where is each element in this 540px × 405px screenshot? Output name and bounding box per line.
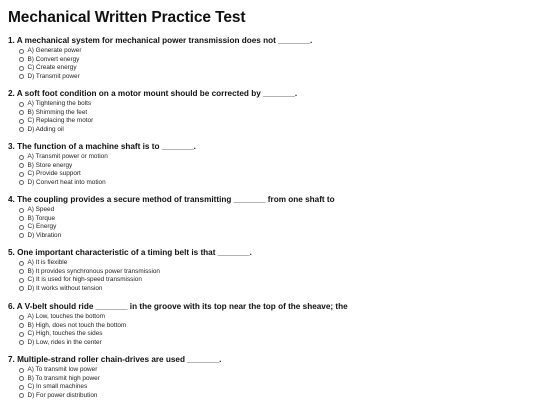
radio-button[interactable] — [19, 269, 24, 274]
answer-option[interactable] — [8, 276, 534, 285]
answer-option-label: B) Shimming the feet — [27, 108, 88, 116]
answer-option[interactable] — [8, 215, 534, 224]
answer-option-label: C) Create energy — [27, 64, 77, 71]
answer-option-label: A) To transmit low power — [27, 366, 98, 373]
answer-option[interactable] — [8, 162, 534, 171]
radio-button[interactable] — [19, 368, 24, 373]
answer-option-label: C) Provide support — [27, 170, 81, 177]
answer-options — [8, 100, 534, 134]
radio-button[interactable] — [19, 163, 24, 168]
radio-button[interactable] — [19, 323, 24, 328]
answer-option-label: B) It provides synchronous power transmission — [27, 267, 160, 275]
answer-option-label: B) Torque — [27, 214, 56, 222]
radio-button[interactable] — [19, 110, 24, 115]
answer-options — [8, 313, 534, 347]
answer-option-label: A) Tightening the bolts — [27, 100, 92, 107]
question-7 — [8, 355, 534, 399]
answer-option-label: D) Low, rides in the center — [27, 338, 102, 346]
answer-option-label: A) Low, touches the bottom — [27, 313, 105, 320]
answer-option-label: B) Store energy — [27, 161, 73, 169]
page-title: Mechanical Written Practice Test — [8, 9, 246, 26]
answer-option[interactable] — [8, 232, 534, 241]
answer-option-label: B) High, does not touch the bottom — [27, 321, 127, 329]
answer-option[interactable] — [8, 56, 534, 65]
answer-option-label: D) It works without tension — [27, 284, 103, 292]
answer-option-label: A) It is flexible — [27, 259, 68, 266]
answer-option-label: A) Speed — [27, 206, 55, 213]
answer-option[interactable] — [8, 392, 534, 401]
answer-options — [8, 366, 534, 400]
radio-button[interactable] — [19, 66, 24, 71]
question-4 — [8, 195, 534, 239]
question-text: 1. A mechanical system for mechanical power transmission does not _______. — [8, 36, 313, 45]
answer-option-label: C) In small machines — [27, 383, 88, 390]
question-text: 5. One important characteristic of a timing belt is that _______. — [8, 248, 252, 257]
radio-button[interactable] — [19, 127, 24, 132]
radio-button[interactable] — [19, 376, 24, 381]
radio-button[interactable] — [19, 216, 24, 221]
answer-option[interactable] — [8, 73, 534, 82]
radio-button[interactable] — [19, 57, 24, 62]
answer-option-label: A) Transmit power or motion — [27, 153, 108, 160]
radio-button[interactable] — [19, 208, 24, 213]
answer-option-label: C) Replacing the motor — [27, 117, 94, 124]
answer-option-label: D) Adding oil — [27, 125, 64, 133]
answer-option[interactable] — [8, 100, 534, 109]
question-text: 4. The coupling provides a secure method of transmitting _______ from one shaft to — [8, 195, 335, 204]
radio-button[interactable] — [19, 119, 24, 124]
answer-option[interactable] — [8, 153, 534, 162]
answer-option[interactable] — [8, 170, 534, 179]
answer-option[interactable] — [8, 259, 534, 268]
radio-button[interactable] — [19, 74, 24, 79]
question-text: 7. Multiple-strand roller chain-drives are used _______. — [8, 355, 222, 364]
answer-option[interactable] — [8, 330, 534, 339]
answer-option-label: D) Vibration — [27, 231, 62, 239]
radio-button[interactable] — [19, 278, 24, 283]
answer-options — [8, 206, 534, 240]
radio-button[interactable] — [19, 261, 24, 266]
answer-option-label: D) Transmit power — [27, 72, 80, 80]
answer-options — [8, 259, 534, 293]
answer-option[interactable] — [8, 375, 534, 384]
radio-button[interactable] — [19, 155, 24, 160]
answer-option[interactable] — [8, 366, 534, 375]
answer-option[interactable] — [8, 268, 534, 277]
answer-option[interactable] — [8, 117, 534, 126]
radio-button[interactable] — [19, 102, 24, 107]
answer-option[interactable] — [8, 206, 534, 215]
answer-option[interactable] — [8, 383, 534, 392]
answer-option[interactable] — [8, 223, 534, 232]
answer-option[interactable] — [8, 64, 534, 73]
radio-button[interactable] — [19, 332, 24, 337]
answer-option-label: C) Energy — [27, 223, 57, 230]
radio-button[interactable] — [19, 225, 24, 230]
radio-button[interactable] — [19, 172, 24, 177]
answer-option[interactable] — [8, 339, 534, 348]
radio-button[interactable] — [19, 340, 24, 345]
answer-option[interactable] — [8, 313, 534, 322]
radio-button[interactable] — [19, 286, 24, 291]
answer-option-label: D) Convert heat into motion — [27, 178, 106, 186]
answer-option[interactable] — [8, 322, 534, 331]
radio-button[interactable] — [19, 233, 24, 238]
radio-button[interactable] — [19, 385, 24, 390]
question-3 — [8, 142, 534, 186]
answer-option-label: C) High, touches the sides — [27, 330, 103, 337]
question-text: 6. A V-belt should ride _______ in the groove with its top near the top of the sheave; the — [8, 302, 348, 311]
answer-option[interactable] — [8, 179, 534, 188]
answer-option[interactable] — [8, 285, 534, 294]
answer-option[interactable] — [8, 126, 534, 135]
radio-button[interactable] — [19, 315, 24, 320]
question-2 — [8, 89, 534, 133]
answer-option[interactable] — [8, 47, 534, 56]
answer-option-label: D) For power distribution — [27, 391, 98, 399]
answer-option-label: A) Generate power — [27, 47, 82, 54]
answer-option-label: C) It is used for high-speed transmission — [27, 276, 142, 283]
answer-options — [8, 153, 534, 187]
question-5 — [8, 248, 534, 292]
answer-option[interactable] — [8, 109, 534, 118]
answer-option-label: B) Convert energy — [27, 55, 80, 63]
question-text: 3. The function of a machine shaft is to _______. — [8, 142, 196, 151]
answer-option-label: B) To transmit high power — [27, 374, 100, 382]
question-1 — [8, 36, 534, 80]
radio-button[interactable] — [19, 393, 24, 398]
radio-button[interactable] — [19, 49, 24, 54]
answer-options — [8, 47, 534, 81]
question-6 — [8, 302, 534, 346]
question-text: 2. A soft foot condition on a motor mount should be corrected by _______. — [8, 89, 298, 98]
radio-button[interactable] — [19, 180, 24, 185]
